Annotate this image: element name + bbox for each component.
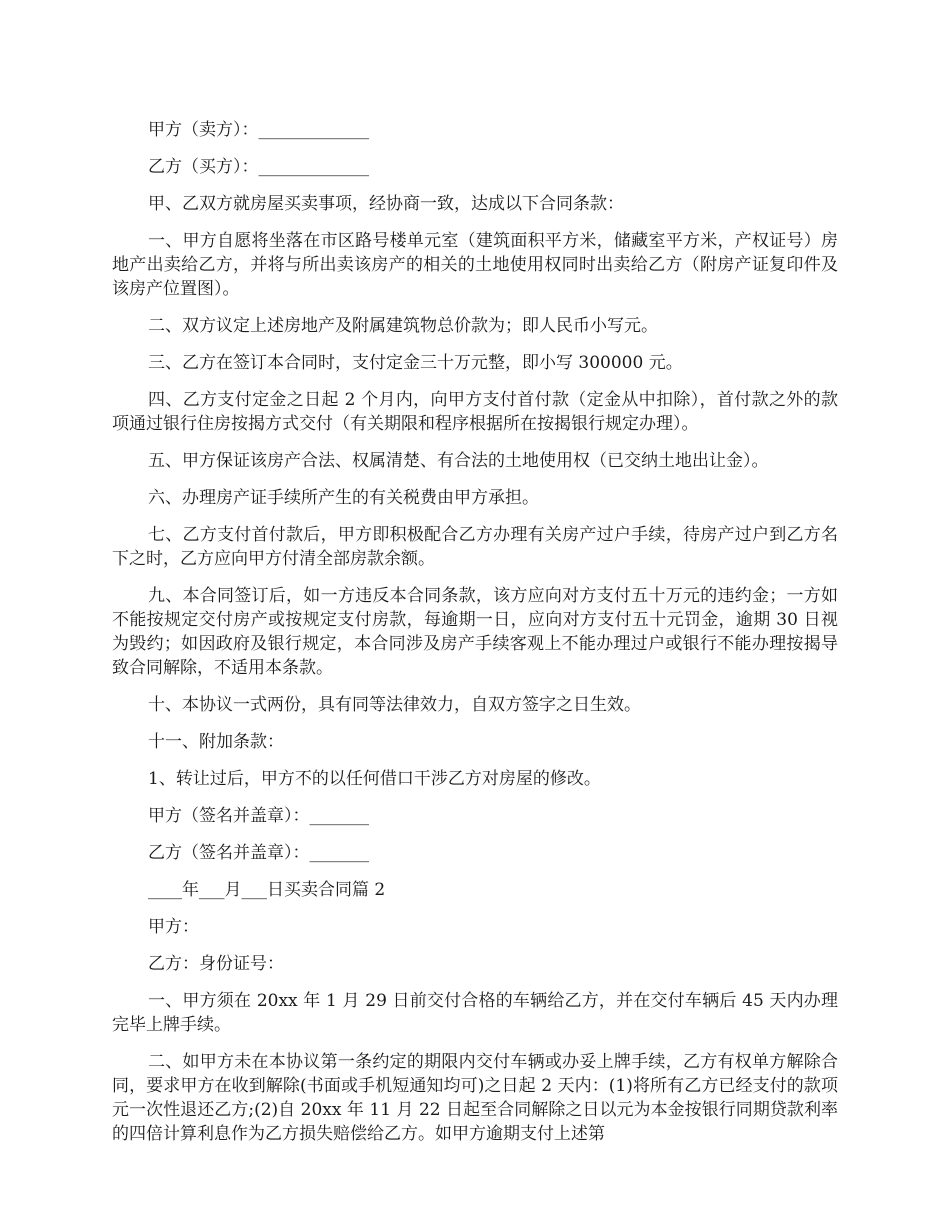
contract-2-party-a: 甲方： — [148, 917, 199, 937]
clause-3-paragraph: 三、乙方在签订本合同时，支付定金三十万元整，即小写 300000 元。 — [148, 353, 683, 373]
contract-2-party-b: 乙方：身份证号： — [148, 954, 284, 974]
additional-clause-1: 1、转让过后，甲方不的以任何借口干涉乙方对房屋的修改。 — [148, 769, 601, 789]
clause-4-paragraph: 四、乙方支付定金之日起 2 个月内，向甲方支付首付款（定金从中扣除），首付款之外的款项通过银行住房按揭方式交付（有关期限和程序根据所在按揭银行规定办理）。 — [112, 390, 838, 434]
clause-10-paragraph: 十、本协议一式两份，具有同等法律效力，自双方签字之日生效。 — [148, 695, 641, 715]
contract-2-clause-2: 二、如甲方未在本协议第一条约定的期限内交付车辆或办妥上牌手续，乙方有权单方解除合同，要求甲方在收到解除(书面或手机短通知均可)之日起 2 天内：(1)将所有乙方已经支付的款项元一次性退还乙方;(2)自 20xx 年 11 月 22 日起至合同解除之日以元为本金按银行同期贷款利率的四倍计算利息作为乙方损失赔偿给乙方。如甲方逾期支付上述第 — [112, 1052, 838, 1144]
contract-2-clause-1: 一、甲方须在 20xx 年 1 月 29 日前交付合格的车辆给乙方，并在交付车辆后 45 天内办理完毕上牌手续。 — [112, 991, 838, 1035]
party-b-signature-line: 乙方（签名并盖章）：_______ — [148, 843, 369, 863]
party-a-signature-line: 甲方（签名并盖章）：_______ — [148, 806, 369, 826]
clause-11-heading: 十一、附加条款： — [148, 732, 284, 752]
clause-2-paragraph: 二、双方议定上述房地产及附属建筑物总价款为；即人民币小写元。 — [148, 316, 658, 336]
date-and-section-title: ____年___月___日买卖合同篇 2 — [148, 880, 386, 900]
clause-1-paragraph: 一、甲方自愿将坐落在市区路号楼单元室（建筑面积平方米，储藏室平方米，产权证号）房地产出卖给乙方，并将与所出卖该房产的相关的土地使用权同时出卖给乙方（附房产证复印件及该房产位置图）。 — [112, 231, 838, 299]
clause-6-paragraph: 六、办理房产证手续所产生的有关税费由甲方承担。 — [148, 488, 539, 508]
party-a-seller-line: 甲方（卖方）：_____________ — [148, 120, 369, 140]
clause-7-paragraph: 七、乙方支付首付款后，甲方即积极配合乙方办理有关房产过户手续，待房产过户到乙方名下之时，乙方应向甲方付清全部房款余额。 — [112, 525, 838, 569]
party-b-buyer-line: 乙方（买方）：_____________ — [148, 157, 369, 177]
preamble-paragraph: 甲、乙双方就房屋买卖事项，经协商一致，达成以下合同条款： — [148, 194, 624, 214]
clause-9-paragraph: 九、本合同签订后，如一方违反本合同条款，该方应向对方支付五十万元的违约金；一方如不能按规定交付房产或按规定支付房款，每逾期一日，应向对方支付五十元罚金，逾期 30 日视为毁约；如因政府及银行规定，本合同涉及房产手续客观上不能办理过户或银行不能办理按揭导致合同解除，不适用本条款。 — [112, 586, 838, 678]
clause-5-paragraph: 五、甲方保证该房产合法、权属清楚、有合法的土地使用权（已交纳土地出让金）。 — [148, 451, 769, 471]
